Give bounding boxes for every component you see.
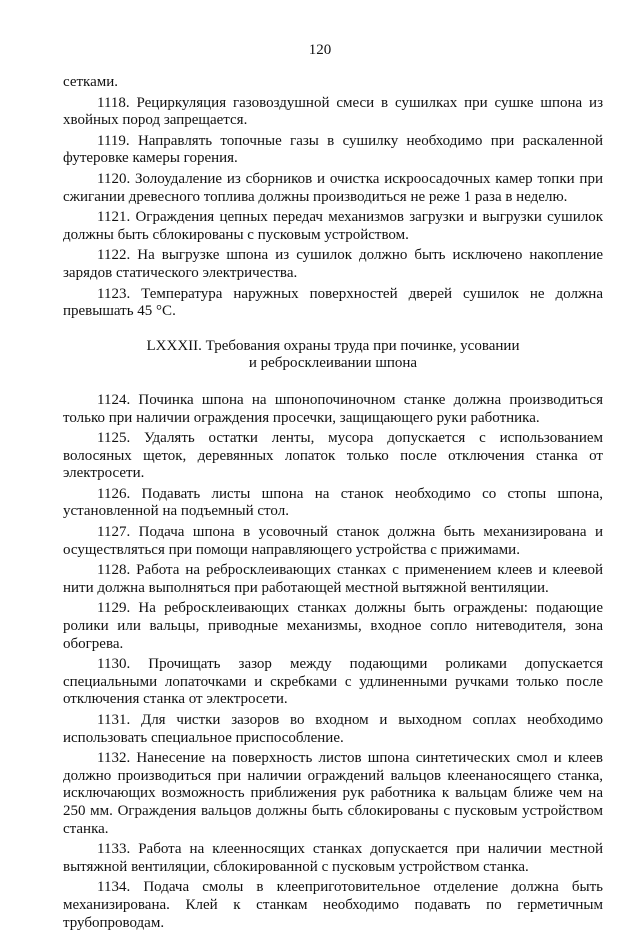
paragraph-1120: 1120. Золоудаление из сборников и очистка искроосадочных камер топки при сжигании древесного топлива должны производиться не реже 1 раза в неделю. — [63, 170, 603, 205]
paragraph-1134: 1134. Подача смолы в клееприготовительное отделение должна быть механизирована. Клей к станкам необходимо подавать по герметичным трубопроводам. — [63, 879, 603, 931]
section-heading-line-2: и ребросклеивании шпона — [248, 355, 418, 372]
paragraph-1118: 1118. Рециркуляция газовоздушной смеси в сушилках при сушке шпона из хвойных пород запрещается. — [63, 94, 603, 129]
paragraph-1126: 1126. Подавать листы шпона на станок необходимо со стопы шпона, установленной на подъемный стол. — [63, 485, 603, 520]
paragraph-1123: 1123. Температура наружных поверхностей дверей сушилок не должна превышать 45 °С. — [63, 285, 603, 320]
paragraph-continuation: сетками. — [63, 74, 119, 90]
paragraph-1131: 1131. Для чистки зазоров во входном и выходном соплах необходимо использовать специальное приспособление. — [63, 712, 603, 746]
paragraph-1124: 1124. Починка шпона на шпонопочиночном станке должна производиться только при наличии ограждения просечки, защищающего руки работника. — [63, 391, 603, 426]
paragraph-1127: 1127. Подача шпона в усовочный станок должна быть механизирована и осуществляться при помощи направляющего устройства с прижимами. — [63, 524, 603, 558]
paragraph-1125: 1125. Удалять остатки ленты, мусора допускается с использованием волосяных щеток, деревянных лопаток только после отключения станка от электросети. — [63, 430, 603, 482]
section-heading-line-1: LXXXII. Требования охраны труда при починке, усовании — [146, 337, 520, 354]
paragraph-1129: 1129. На ребросклеивающих станках должны быть ограждены: подающие ролики или вальцы, приводные механизмы, входное сопло нитеводителя, зона обогрева. — [63, 600, 603, 652]
section-heading — [63, 338, 603, 373]
paragraph-1132: 1132. Нанесение на поверхность листов шпона синтетических смол и клеев должно производиться при наличии ограждений вальцов клеенаносящего станка, исключающих возможность приближения рук работника к вальцам ближе чем на 250 мм. Ограждения вальцов должны быть сблокированы с пусковым устройством станка. — [63, 750, 603, 837]
paragraph-1121: 1121. Ограждения цепных передач механизмов загрузки и выгрузки сушилок должны быть сблокированы с пусковым устройством. — [63, 209, 603, 243]
page-number: 120 — [308, 42, 332, 58]
paragraph-1133: 1133. Работа на клеенносящих станках допускается при наличии местной вытяжной вентиляции, сблокированной с пусковым устройством станка. — [63, 841, 603, 875]
paragraph-1130: 1130. Прочищать зазор между подающими роликами допускается специальными лопаточками и скребками с удлиненными ручками только после отключения станка от электросети. — [63, 656, 603, 708]
paragraph-1122: 1122. На выгрузке шпона из сушилок должно быть исключено накопление зарядов статического электричества. — [63, 247, 603, 281]
paragraph-1119: 1119. Направлять топочные газы в сушилку необходимо при раскаленной футеровке камеры горения. — [63, 132, 603, 167]
document-body — [63, 74, 603, 935]
paragraph-1128: 1128. Работа на ребросклеивающих станках с применением клеев и клеевой нити должна выполняться при работающей местной вытяжной вентиляции. — [63, 562, 603, 596]
